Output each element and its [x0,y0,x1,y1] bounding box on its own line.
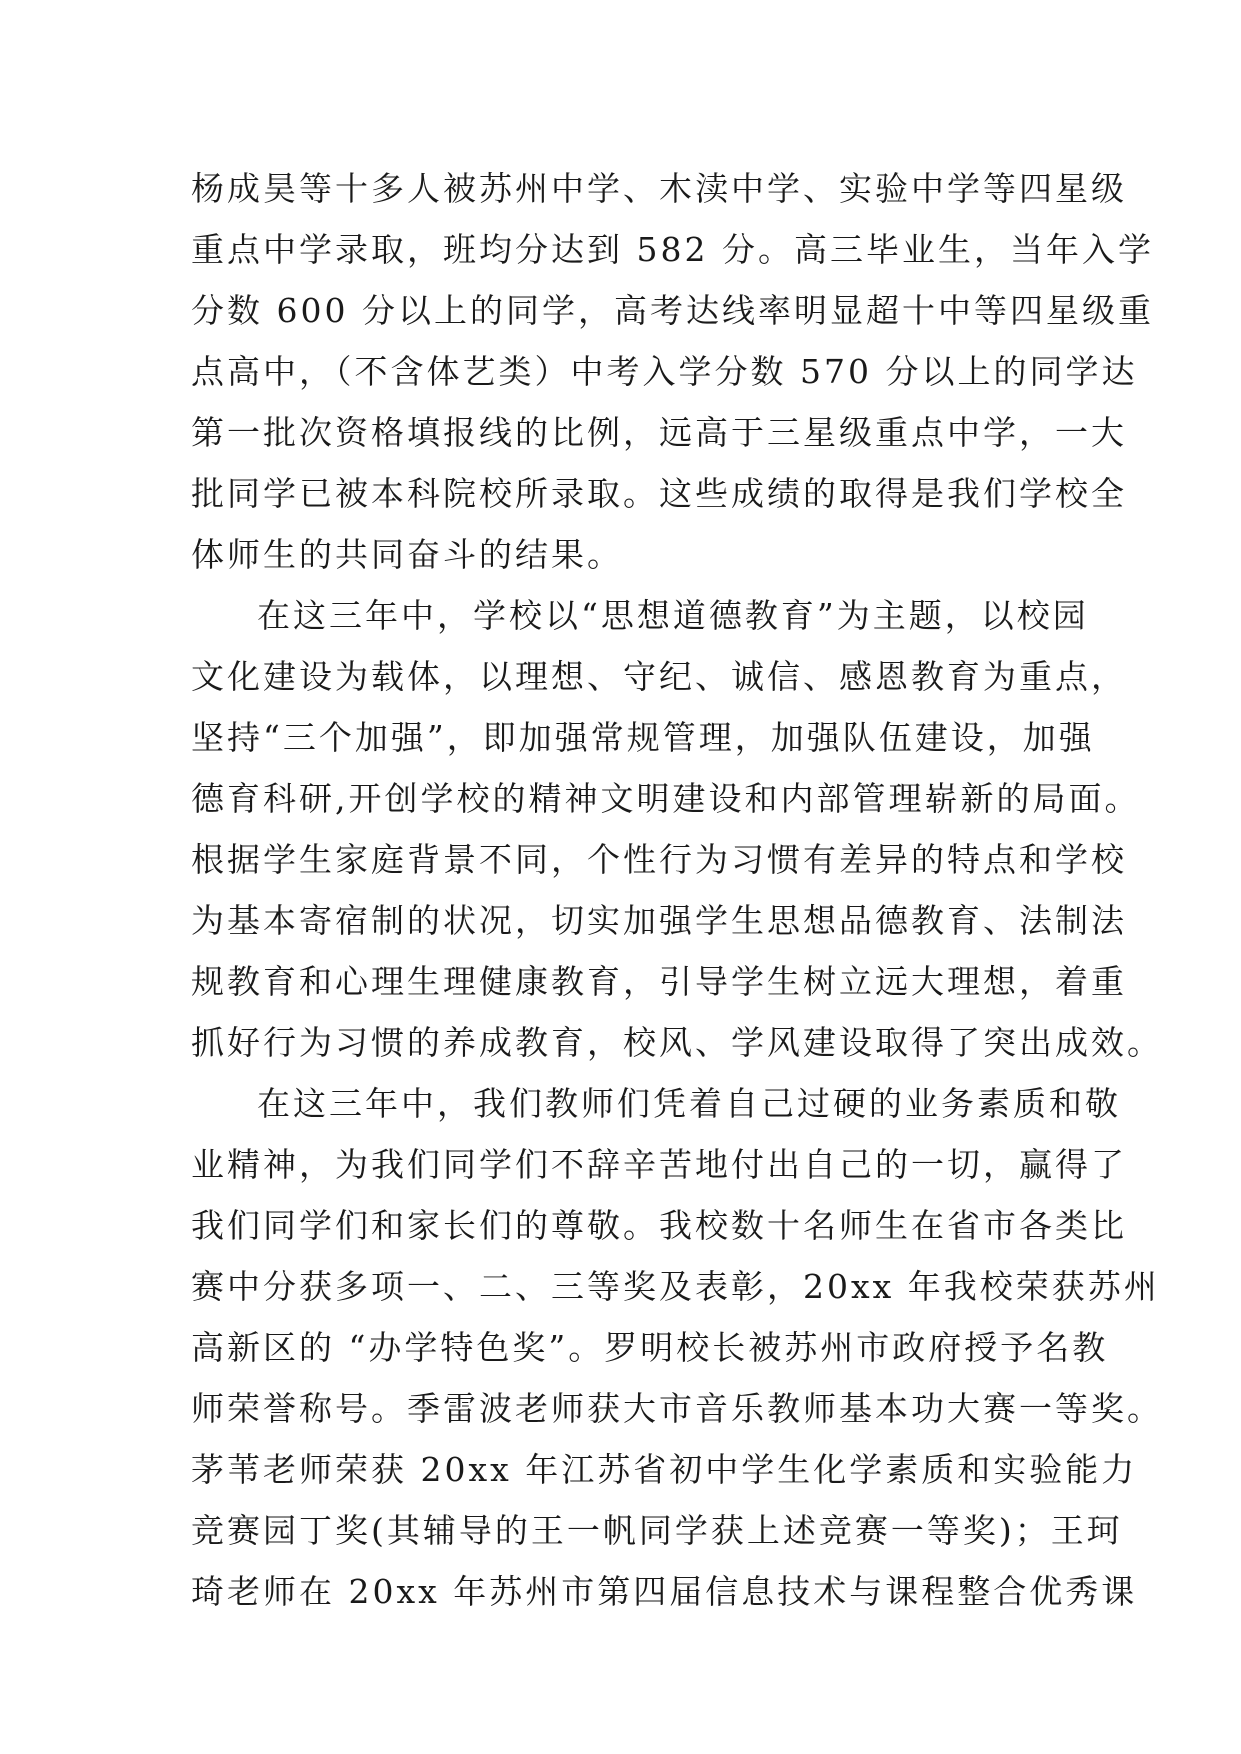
text-line: 高新区的 “办学特色奖”。罗明校长被苏州市政府授予名教 [191,1328,1109,1367]
text-line: 琦老师在 20xx 年苏州市第四届信息技术与课程整合优秀课 [191,1572,1138,1611]
text-line: 分数 600 分以上的同学，高考达线率明显超十中等四星级重 [191,291,1154,330]
text-line: 文化建设为载体，以理想、守纪、诚信、感恩教育为重点， [191,657,1127,696]
text-line: 重点中学录取，班均分达到 582 分。高三毕业生，当年入学 [191,230,1154,269]
text-line: 德育科研,开创学校的精神文明建设和内部管理崭新的局面。 [191,779,1141,818]
text-line: 第一批次资格填报线的比例，远高于三星级重点中学，一大 [191,413,1127,452]
text-line: 抓好行为习惯的养成教育，校风、学风建设取得了突出成效。 [191,1023,1163,1062]
text-line: 为基本寄宿制的状况，切实加强学生思想品德教育、法制法 [191,901,1127,940]
text-line: 赛中分获多项一、二、三等奖及表彰，20xx 年我校荣获苏州 [191,1267,1160,1306]
text-line: 师荣誉称号。季雷波老师获大市音乐教师基本功大赛一等奖。 [191,1389,1163,1428]
text-line: 规教育和心理生理健康教育，引导学生树立远大理想，着重 [191,962,1127,1001]
text-line: 批同学已被本科院校所录取。这些成绩的取得是我们学校全 [191,474,1127,513]
text-line: 坚持“三个加强”，即加强常规管理，加强队伍建设，加强 [191,718,1095,757]
paragraph-start-line: 在这三年中，我们教师们凭着自己过硬的业务素质和敬 [257,1084,1121,1123]
body-text [191,158,1163,1622]
text-line: 茅苇老师荣获 20xx 年江苏省初中学生化学素质和实验能力 [191,1450,1138,1489]
text-line: 竞赛园丁奖(其辅导的王一帆同学获上述竞赛一等奖)；王珂 [191,1511,1123,1550]
text-line: 体师生的共同奋斗的结果。 [191,535,623,574]
text-line: 根据学生家庭背景不同，个性行为习惯有差异的特点和学校 [191,840,1127,879]
text-line: 杨成昊等十多人被苏州中学、木渎中学、实验中学等四星级 [191,169,1127,208]
text-line: 业精神，为我们同学们不辞辛苦地付出自己的一切，赢得了 [191,1145,1127,1184]
text-line: 我们同学们和家长们的尊敬。我校数十名师生在省市各类比 [191,1206,1127,1245]
text-line: 点高中，（不含体艺类）中考入学分数 570 分以上的同学达 [191,352,1138,391]
paragraph-start-line: 在这三年中，学校以“思想道德教育”为主题，以校园 [257,596,1089,635]
